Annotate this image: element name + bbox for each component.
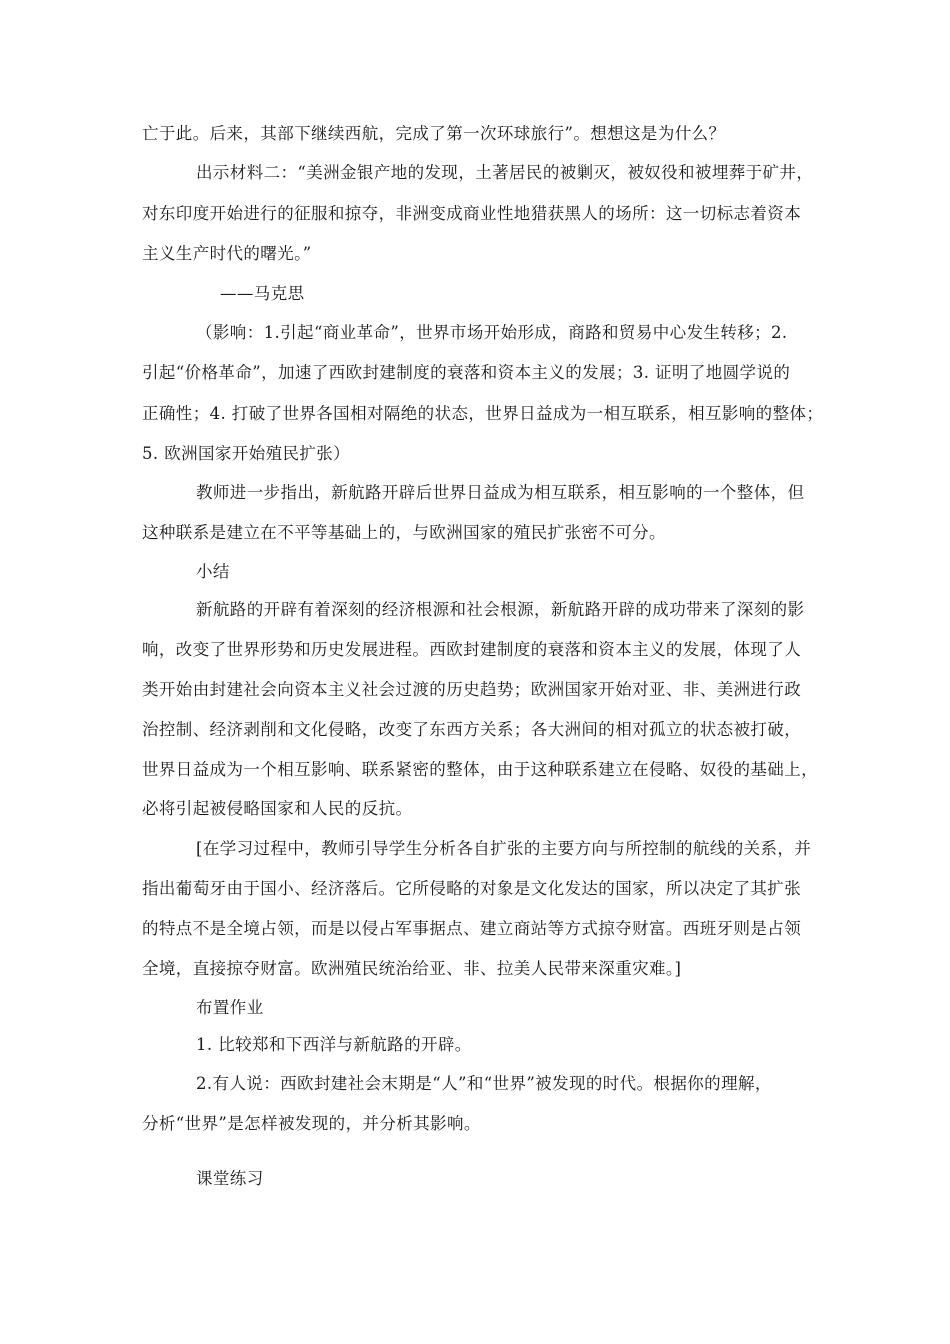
paragraph-line: 响，改变了世界形势和历史发展进程。西欧封建制度的衰落和资本主义的发展，体现了人 [142, 640, 802, 659]
paragraph-line: 指出葡萄牙由于国小、经济落后。它所侵略的对象是文化发达的国家，所以决定了其扩张 [142, 879, 802, 898]
paragraph-line: 世界日益成为一个相互影响、联系紧密的整体，由于这种联系建立在侵略、奴役的基础上， [142, 760, 818, 779]
paragraph-line: [在学习过程中，教师引导学生分析各自扩张的主要方向与所控制的航线的关系，并 [196, 839, 812, 858]
quote-attribution: ——马克思 [220, 284, 305, 303]
paragraph-line: 全境，直接掠夺财富。欧洲殖民统治给亚、非、拉美人民带来深重灾难。] [142, 959, 682, 978]
paragraph-line: 教师进一步指出，新航路开辟后世界日益成为相互联系，相互影响的一个整体，但 [196, 483, 805, 502]
paragraph-line: 主义生产时代的曙光。” [142, 244, 312, 263]
paragraph-line: 5. 欧洲国家开始殖民扩张） [142, 444, 351, 463]
paragraph-line: （影响：1.引起“商业革命”，世界市场开始形成，商路和贸易中心发生转移；2. [196, 323, 788, 342]
paragraph-line: 治控制、经济剥削和文化侵略，改变了东西方关系；各大洲间的相对孤立的状态被打破， [142, 720, 802, 739]
paragraph-line: 类开始由封建社会向资本主义社会过渡的历史趋势；欧洲国家开始对亚、非、美洲进行政 [142, 680, 802, 699]
paragraph-line: 引起“价格革命”，加速了西欧封建制度的衰落和资本主义的发展；3. 证明了地圆学说的 [142, 363, 791, 382]
paragraph-line: 分析“世界”是怎样被发现的，并分析其影响。 [142, 1114, 481, 1133]
paragraph-line: 对东印度开始进行的征服和掠夺，非洲变成商业性地猎获黑人的场所：这一切标志着资本 [142, 204, 802, 223]
paragraph-line: 的特点不是全境占领，而是以侵占军事据点、建立商站等方式掠夺财富。西班牙则是占领 [142, 919, 802, 938]
section-heading-practice: 课堂练习 [196, 1169, 264, 1188]
paragraph-line: 新航路的开辟有着深刻的经济根源和社会根源，新航路开辟的成功带来了深刻的影 [196, 600, 805, 619]
section-heading-homework: 布置作业 [196, 998, 264, 1017]
section-heading-summary: 小结 [196, 562, 230, 581]
homework-item: 2.有人说：西欧封建社会末期是“人”和“世界”被发现的时代。根据你的理解， [196, 1074, 772, 1093]
paragraph-line: 必将引起被侵略国家和人民的反抗。 [142, 799, 413, 818]
homework-item: 1. 比较郑和下西洋与新航路的开辟。 [196, 1035, 472, 1054]
paragraph-line: 这种联系是建立在不平等基础上的，与欧洲国家的殖民扩张密不可分。 [142, 523, 666, 542]
paragraph-line: 亡于此。后来，其部下继续西航，完成了第一次环球旅行”。想想这是为什么？ [142, 124, 726, 143]
paragraph-line: 正确性；4. 打破了世界各国相对隔绝的状态，世界日益成为一相互联系，相互影响的整体； [142, 404, 824, 423]
paragraph-line: 出示材料二：“美洲金银产地的发现，土著居民的被剿灭，被奴役和被埋葬于矿井， [196, 163, 814, 182]
